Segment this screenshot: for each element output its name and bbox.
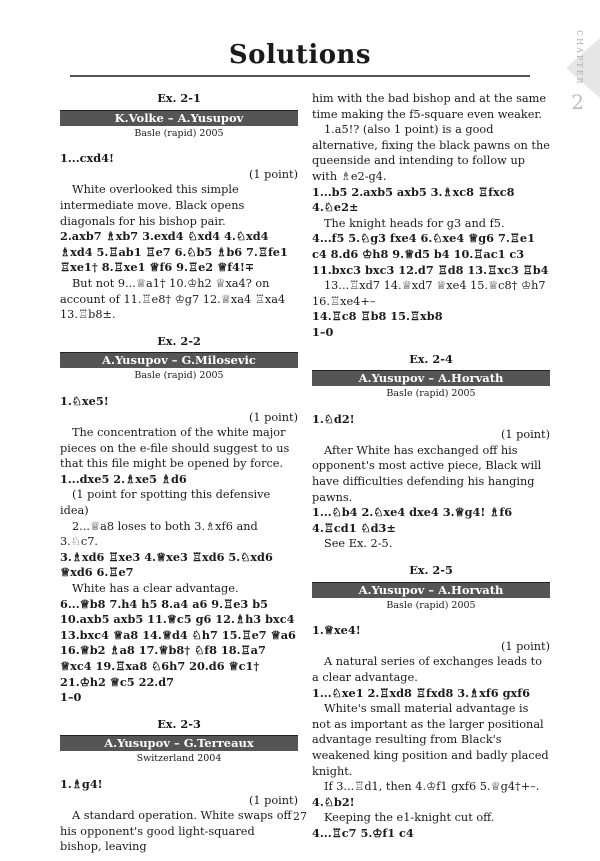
players-banner: K.Volke – A.Yusupov: [60, 110, 298, 126]
right-column: [312, 91, 550, 842]
commentary: After White has exchanged off his opponent's most active piece, Black will have difficulties defending his hanging pawns.: [312, 443, 542, 504]
move-line: 4...♖c7 5.♔f1 c4: [312, 825, 414, 840]
event-line: Basle (rapid) 2005: [386, 599, 476, 611]
points: (1 point): [500, 639, 550, 653]
move-line: 2.axb7 ♗xb7 3.exd4 ♘xd4 4.♘xd4 ♗xd4 5.♖ab1 ♖e7 6.♘b5 ♗b6 7.♖fe1 ♖xe1† 8.♖xe1 ♕f6 9.♖e2 ♕f4!∓: [60, 229, 288, 275]
exercise-label: Ex. 2-2: [157, 333, 201, 348]
move-line: 6...♕b8 7.h4 h5 8.a4 a6 9.♖e3 b5 10.axb5 axb5 11.♕c5 g6 12.♗h3 bxc4 13.bxc4 ♕a8 14.♕d4 ♘h7 15.♖e7 ♕a6 16.♕b2 ♗a8 17.♕b8† ♘f8 18.♖a7 ♕xc4 19.♖xa8 ♘6h7 20.d6 ♕c1† 21.♔h2 ♕c5 22.d7: [60, 596, 296, 689]
move-line: 4.♘b2!: [312, 794, 355, 809]
event-line: Basle (rapid) 2005: [134, 370, 224, 382]
chapter-label: CHAPTER: [575, 30, 584, 86]
move-line: 1...♘xe1 2.♖xd8 ♖fxd8 3.♗xf6 gxf6: [312, 685, 530, 700]
key-move: 1...cxd4!: [60, 151, 114, 166]
exercise-label: Ex. 2-1: [157, 91, 201, 105]
points: (1 point): [248, 167, 298, 181]
event-line: Basle (rapid) 2005: [386, 388, 476, 400]
commentary: him with the bad bishop and at the same time making the f5-square even weaker.: [312, 92, 547, 121]
commentary: A standard operation. White swaps off his opponent's good light-squared bishop, leaving: [60, 809, 292, 854]
move-line: 3.♗xd6 ♖xe3 4.♕xe3 ♖xd6 5.♘xd6 ♕xd6 6.♖e7: [60, 549, 273, 580]
exercise-label: Ex. 2-3: [157, 716, 201, 731]
chapter-number: 2: [571, 90, 584, 114]
commentary: The concentration of the white major pieces on the e-file should suggest to us that this file might be opened by force.: [60, 426, 290, 471]
players-banner: A.Yusupov – G.Milosevic: [60, 352, 298, 368]
key-move: 1.♘d2!: [312, 411, 355, 426]
move-line: 1...dxe5 2.♗xe5 ♗d6: [60, 471, 187, 486]
commentary: The knight heads for g3 and f5.: [324, 216, 505, 230]
commentary: But not 9...♕a1† 10.♔h2 ♕xa4? on account of 11.♖e8† ♔g7 12.♕xa4 ♖xa4 13.♖b8±.: [60, 276, 286, 322]
page-number: 27: [293, 810, 307, 823]
move-line: 14.♖c8 ♖b8 15.♖xb8: [312, 309, 443, 324]
move-line: 1...b5 2.axb5 axb5 3.♗xc8 ♖fxc8 4.♘e2±: [312, 184, 515, 215]
exercise-label: Ex. 2-4: [409, 351, 453, 366]
commentary: If 3...♖d1, then 4.♔f1 gxf6 5.♕g4†+–.: [324, 780, 540, 794]
key-move: 1.♕xe4!: [312, 623, 361, 638]
commentary: See Ex. 2-5.: [324, 537, 393, 551]
title-rule: [70, 75, 530, 77]
players-banner: A.Yusupov – G.Terreaux: [60, 735, 298, 751]
commentary: White's small material advantage is not as important as the larger positional advantage resulting from Black's weakened king position and badly placed knight.: [312, 702, 549, 778]
event-line: Basle (rapid) 2005: [134, 127, 224, 139]
left-column: [60, 91, 298, 855]
players-banner: A.Yusupov – A.Horvath: [312, 370, 550, 386]
commentary: White overlooked this simple intermediate move. Black opens diagonals for his bishop pair.: [60, 183, 245, 228]
page-title: Solutions: [228, 40, 372, 70]
commentary: 1.a5!? (also 1 point) is a good alternative, fixing the black pawns on the queenside and intending to follow up with ♗e2-g4.: [312, 123, 550, 183]
players-banner: A.Yusupov – A.Horvath: [312, 582, 550, 598]
event-line: Switzerland 2004: [136, 753, 222, 765]
commentary: A natural series of exchanges leads to a clear advantage.: [312, 655, 543, 684]
move-line: 1...♘b4 2.♘xe4 dxe4 3.♕g4! ♗f6 4.♖cd1 ♘d3±: [312, 505, 513, 535]
commentary: (1 point for spotting this defensive idea): [60, 488, 271, 518]
exercise-label: Ex. 2-5: [409, 563, 453, 578]
move-line: 4...f5 5.♘g3 fxe4 6.♘xe4 ♕g6 7.♖e1 c4 8.d6 ♔h8 9.♕d5 b4 10.♖ac1 c3 11.bxc3 bxc3 12.d7 ♖d8 13.♖xc3 ♖b4: [312, 231, 549, 277]
points: (1 point): [248, 410, 298, 424]
points: (1 point): [500, 428, 550, 442]
key-move: 1.♘xe5!: [60, 393, 109, 408]
commentary: 2...♕a8 loses to both 3.♗xf6 and 3.♘c7.: [60, 519, 258, 549]
result: 1–0: [312, 324, 334, 339]
points: (1 point): [248, 793, 298, 807]
commentary: White has a clear advantage.: [72, 582, 239, 596]
key-move: 1.♗g4!: [60, 776, 103, 791]
result: 1–0: [60, 690, 82, 705]
commentary: Keeping the e1-knight cut off.: [324, 811, 495, 825]
commentary: 13...♖xd7 14.♕xd7 ♕xe4 15.♕c8† ♔h7 16.♖xe4+–: [312, 279, 546, 308]
